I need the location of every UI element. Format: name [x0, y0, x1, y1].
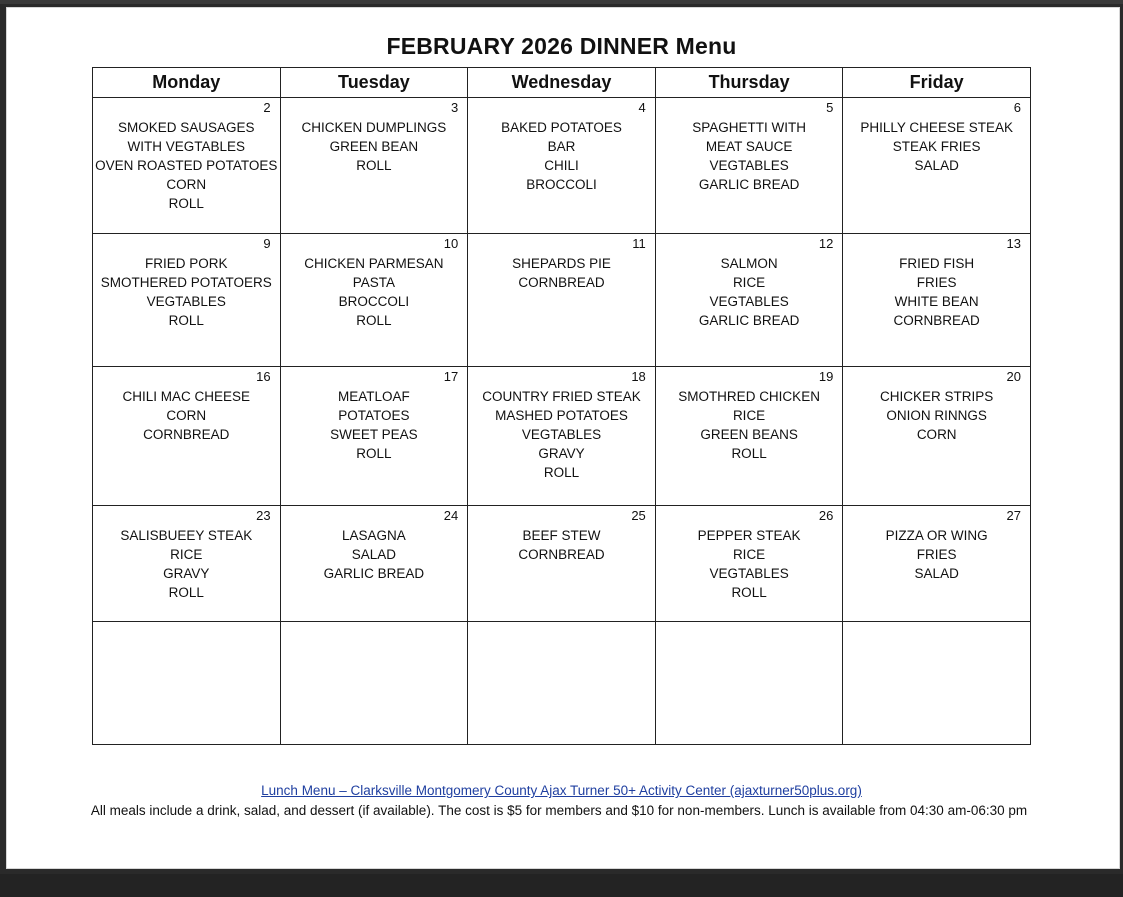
day-cell	[280, 622, 468, 745]
menu-items	[843, 254, 1030, 330]
menu-item: BROCCOLI	[338, 294, 410, 309]
menu-item: LASAGNA	[342, 528, 406, 543]
day-cell	[93, 234, 281, 367]
day-cell	[468, 622, 656, 745]
menu-item: VEGTABLES	[709, 294, 789, 309]
menu-item: BAKED POTATOES	[501, 120, 622, 135]
header-tuesday: Tuesday	[280, 68, 468, 98]
menu-items	[281, 254, 468, 330]
menu-item: FRIES	[916, 275, 957, 290]
menu-item: SALAD	[914, 566, 959, 581]
menu-item: RICE	[732, 408, 766, 423]
menu-item: SMOTHERED POTATOERS	[100, 275, 272, 290]
day-cell	[468, 98, 656, 234]
menu-item: CORN	[916, 427, 957, 442]
menu-item: ROLL	[168, 196, 204, 211]
day-number: 6	[1013, 100, 1021, 115]
day-cell	[93, 506, 281, 622]
menu-items	[656, 118, 843, 194]
day-number: 3	[450, 100, 459, 115]
day-number: 2	[263, 100, 271, 115]
menu-item: ROLL	[168, 585, 204, 600]
menu-item: CHICKEN PARMESAN	[304, 256, 444, 271]
day-number: 23	[256, 508, 271, 523]
viewer-bottom-bar	[0, 874, 1123, 897]
menu-item: SWEET PEAS	[330, 427, 418, 442]
menu-item: COUNTRY FRIED STEAK	[482, 389, 641, 404]
menu-items	[656, 254, 843, 330]
day-cell	[843, 506, 1031, 622]
day-cell	[93, 367, 281, 506]
menu-item: SMOTHRED CHICKEN	[678, 389, 820, 404]
day-number: 9	[263, 236, 271, 251]
day-cell	[843, 234, 1031, 367]
menu-item: OVEN ROASTED POTATOES	[95, 158, 278, 173]
menu-item: CORN	[166, 177, 207, 192]
menu-item: SALAD	[914, 158, 959, 173]
menu-item: MEATLOAF	[338, 389, 410, 404]
day-cell	[655, 622, 843, 745]
menu-item: VEGTABLES	[521, 427, 602, 442]
menu-item: GARLIC BREAD	[323, 566, 425, 581]
day-cell	[280, 506, 468, 622]
menu-items	[843, 387, 1030, 444]
menu-items	[281, 387, 468, 463]
meal-info-note: All meals include a drink, salad, and dessert (if available). The cost is $5 for members and $10 for non-members. Lunch is available from 04:30 am-06:30 pm	[90, 803, 1028, 818]
menu-item: RICE	[732, 275, 766, 290]
menu-items	[93, 254, 280, 330]
menu-item: PEPPER STEAK	[697, 528, 801, 543]
menu-item: ROLL	[731, 585, 767, 600]
day-cell	[280, 98, 468, 234]
day-cell	[655, 234, 843, 367]
menu-items	[93, 387, 280, 444]
day-number: 16	[256, 369, 271, 384]
menu-item: SALMON	[720, 256, 778, 271]
day-cell	[93, 98, 281, 234]
menu-item: PASTA	[352, 275, 396, 290]
day-cell	[655, 367, 843, 506]
menu-item: CORN	[166, 408, 207, 423]
menu-items	[843, 118, 1030, 175]
menu-item: ROLL	[731, 446, 767, 461]
day-cell	[843, 622, 1031, 745]
menu-item: RICE	[732, 547, 766, 562]
menu-item: SHEPARDS PIE	[512, 256, 611, 271]
menu-item: FRIES	[916, 547, 957, 562]
day-number: 20	[1006, 369, 1021, 384]
week-row	[93, 622, 1031, 745]
menu-item: GRAVY	[538, 446, 585, 461]
menu-item: MASHED POTATOES	[495, 408, 628, 423]
menu-item: RICE	[170, 547, 203, 562]
lunch-menu-link[interactable]: Lunch Menu – Clarksville Montgomery County Ajax Turner 50+ Activity Center (ajaxturner50plus.org)	[261, 783, 862, 798]
day-number: 24	[443, 508, 459, 523]
menu-item: SPAGHETTI WITH	[692, 120, 806, 135]
menu-item: VEGTABLES	[709, 158, 789, 173]
menu-item: ROLL	[168, 313, 204, 328]
menu-item: CORNBREAD	[518, 547, 605, 562]
menu-item: SMOKED SAUSAGES	[118, 120, 255, 135]
menu-items	[468, 254, 655, 292]
day-number: 18	[631, 369, 646, 384]
menu-item: CORNBREAD	[143, 427, 230, 442]
day-cell	[468, 234, 656, 367]
menu-items	[93, 118, 280, 213]
day-cell	[843, 98, 1031, 234]
header-thursday: Thursday	[655, 68, 843, 98]
menu-items	[281, 526, 468, 583]
menu-items	[656, 526, 843, 602]
menu-item: MEAT SAUCE	[705, 139, 793, 154]
menu-item: ROLL	[356, 313, 392, 328]
day-cell	[93, 622, 281, 745]
menu-item: GRAVY	[163, 566, 210, 581]
menu-items	[468, 387, 655, 482]
day-cell	[280, 234, 468, 367]
menu-item: CHICKER STRIPS	[880, 389, 994, 404]
header-wednesday: Wednesday	[468, 68, 656, 98]
day-cell	[655, 506, 843, 622]
menu-item: WITH VEGTABLES	[127, 139, 246, 154]
menu-item: ROLL	[543, 465, 580, 480]
menu-item: CHICKEN DUMPLINGS	[301, 120, 447, 135]
day-number: 10	[443, 236, 459, 251]
day-cell	[655, 98, 843, 234]
menu-items	[843, 526, 1030, 583]
day-number: 4	[638, 100, 646, 115]
menu-items	[656, 387, 843, 463]
menu-item: CHILI MAC CHEESE	[122, 389, 251, 404]
menu-item: PHILLY CHEESE STEAK	[860, 120, 1013, 135]
menu-item: ONION RINNGS	[886, 408, 987, 423]
menu-item: VEGTABLES	[146, 294, 226, 309]
header-monday: Monday	[93, 68, 281, 98]
day-cell	[843, 367, 1031, 506]
menu-item: GARLIC BREAD	[698, 313, 800, 328]
weekday-header-row	[93, 68, 1031, 98]
day-number: 12	[818, 236, 834, 251]
menu-item: POTATOES	[338, 408, 410, 423]
menu-item: BROCCOLI	[526, 177, 597, 192]
menu-item: SALAD	[351, 547, 397, 562]
header-friday: Friday	[843, 68, 1031, 98]
day-number: 11	[632, 236, 646, 251]
menu-items	[93, 526, 280, 602]
menu-item: FRIED FISH	[899, 256, 975, 271]
menu-item: ROLL	[356, 158, 392, 173]
menu-item: VEGTABLES	[709, 566, 789, 581]
day-number: 17	[443, 369, 459, 384]
day-number: 25	[631, 508, 646, 523]
menu-item: WHITE BEAN	[894, 294, 979, 309]
week-row	[93, 98, 1031, 234]
day-cell	[468, 367, 656, 506]
day-number: 27	[1006, 508, 1021, 523]
page-title: FEBRUARY 2026 DINNER Menu	[386, 33, 737, 59]
day-number: 5	[826, 100, 834, 115]
menu-item: BAR	[547, 139, 576, 154]
menu-item: GARLIC BREAD	[698, 177, 800, 192]
menu-item: SALISBUEEY STEAK	[120, 528, 253, 543]
day-cell	[280, 367, 468, 506]
menu-item: ROLL	[356, 446, 392, 461]
menu-items	[468, 118, 655, 194]
week-row	[93, 234, 1031, 367]
menu-items	[281, 118, 468, 175]
day-cell	[468, 506, 656, 622]
menu-item: GREEN BEAN	[329, 139, 419, 154]
week-row	[93, 367, 1031, 506]
menu-item: CORNBREAD	[518, 275, 605, 290]
menu-item: FRIED PORK	[145, 256, 228, 271]
menu-item: PIZZA OR WING	[885, 528, 988, 543]
menu-calendar	[92, 67, 1031, 745]
menu-item: GREEN BEANS	[700, 427, 798, 442]
viewer-top-strip	[0, 0, 1123, 4]
week-row	[93, 506, 1031, 622]
menu-item: STEAK FRIES	[892, 139, 981, 154]
menu-items	[468, 526, 655, 564]
menu-item: CHILI	[544, 158, 579, 173]
day-number: 13	[1006, 236, 1021, 251]
day-number: 19	[818, 369, 834, 384]
menu-item: CORNBREAD	[893, 313, 980, 328]
day-number: 26	[818, 508, 834, 523]
menu-item: BEEF STEW	[522, 528, 601, 543]
